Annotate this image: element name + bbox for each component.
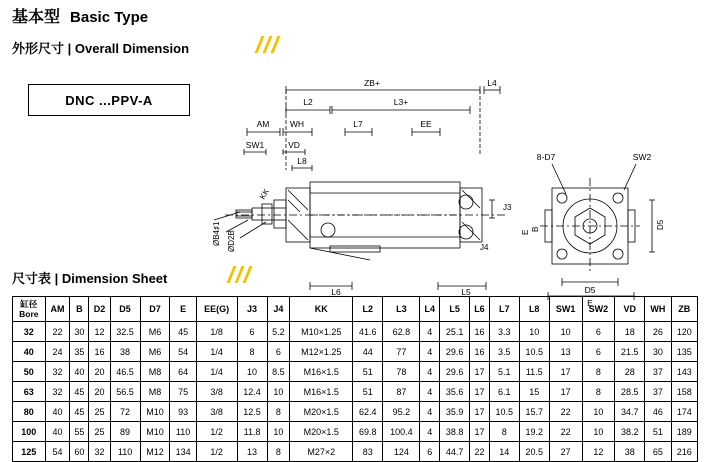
table-cell: 6.1 — [489, 382, 519, 402]
table-cell: 12 — [89, 322, 110, 342]
table-cell: 12.5 — [237, 402, 267, 422]
decorative-slash — [258, 36, 292, 52]
table-cell: 14 — [489, 442, 519, 462]
label-l6: L6 — [331, 287, 341, 297]
table-cell: 54 — [45, 442, 70, 462]
label-sw2: SW2 — [632, 152, 652, 162]
column-header: D2 — [89, 297, 110, 322]
table-cell: 28.5 — [615, 382, 645, 402]
column-header: VD — [615, 297, 645, 322]
model-code-label: DNC ...PPV-A — [65, 92, 153, 108]
table-cell: 3/8 — [196, 382, 237, 402]
page-title-cn: 基本型 — [12, 9, 61, 26]
table-cell: 77 — [383, 342, 420, 362]
table-cell: 51 — [353, 362, 383, 382]
column-header: EE(G) — [196, 297, 237, 322]
table-cell: 174 — [671, 402, 697, 422]
table-cell: 40 — [70, 362, 89, 382]
section-title-dimension — [12, 268, 167, 287]
table-cell: 11.5 — [519, 362, 549, 382]
column-header: D7 — [140, 297, 170, 322]
table-cell: 22 — [470, 442, 490, 462]
table-cell: 134 — [170, 442, 196, 462]
table-cell: 45 — [70, 382, 89, 402]
page-title-en: Basic Type — [70, 9, 149, 26]
table-cell: 10 — [237, 362, 267, 382]
table-cell: 110 — [170, 422, 196, 442]
table-cell: 216 — [671, 442, 697, 462]
table-cell: 10.5 — [489, 402, 519, 422]
label-vd: VD — [288, 140, 300, 150]
label-e-bottom: E — [587, 298, 593, 308]
table-cell: 3.5 — [489, 342, 519, 362]
table-cell: 3/8 — [196, 402, 237, 422]
table-cell: 17 — [470, 422, 490, 442]
table-cell: 5.2 — [267, 322, 290, 342]
table-cell: 4 — [420, 402, 440, 422]
table-cell: 46.5 — [110, 362, 140, 382]
table-cell: 25 — [89, 402, 110, 422]
table-cell: 62.8 — [383, 322, 420, 342]
column-header: SW2 — [582, 297, 615, 322]
table-cell: 65 — [645, 442, 671, 462]
column-header: KK — [290, 297, 353, 322]
table-cell: 16 — [470, 342, 490, 362]
table-cell: 16 — [470, 322, 490, 342]
table-cell: 83 — [353, 442, 383, 462]
column-header: L8 — [519, 297, 549, 322]
table-cell: 8 — [267, 442, 290, 462]
table-cell: M10 — [140, 422, 170, 442]
column-header-bore — [13, 297, 46, 322]
table-cell: 20.5 — [519, 442, 549, 462]
table-cell: 38 — [615, 442, 645, 462]
table-cell: 41.6 — [353, 322, 383, 342]
table-row — [13, 362, 698, 382]
table-row — [13, 382, 698, 402]
section-title-overall — [12, 38, 189, 57]
label-d5-bottom: D5 — [584, 285, 596, 295]
table-cell: 6 — [267, 342, 290, 362]
table-cell: 124 — [383, 442, 420, 462]
label-l5: L5 — [461, 287, 471, 297]
table-row — [13, 342, 698, 362]
table-cell: 3.3 — [489, 322, 519, 342]
cell-bore: 63 — [13, 382, 46, 402]
table-cell: 10 — [267, 422, 290, 442]
table-cell: 95.2 — [383, 402, 420, 422]
table-cell: 8 — [237, 342, 267, 362]
table-cell: 8 — [582, 382, 615, 402]
table-cell: 16 — [89, 342, 110, 362]
label-ee: EE — [420, 119, 432, 129]
column-header: ZB — [671, 297, 697, 322]
label-b8411: ØB4♯1 — [212, 221, 221, 246]
label-d5-right: D5 — [656, 219, 665, 230]
table-cell: 1/2 — [196, 442, 237, 462]
table-cell: 10 — [267, 382, 290, 402]
table-row — [13, 322, 698, 342]
table-body — [13, 322, 698, 462]
table-cell: 17 — [549, 382, 582, 402]
column-header: L5 — [440, 297, 470, 322]
label-j4: J4 — [480, 243, 489, 252]
table-row — [13, 402, 698, 422]
table-cell: 89 — [110, 422, 140, 442]
table-cell: 189 — [671, 422, 697, 442]
table-cell: M20×1.5 — [290, 402, 353, 422]
column-header: L6 — [470, 297, 490, 322]
table-cell: M16×1.5 — [290, 362, 353, 382]
table-cell: 8 — [267, 402, 290, 422]
decorative-slash-2 — [230, 266, 264, 282]
table-cell: 45 — [170, 322, 196, 342]
table-cell: 13 — [237, 442, 267, 462]
table-cell: 17 — [549, 362, 582, 382]
column-header: E — [170, 297, 196, 322]
label-am: AM — [256, 119, 270, 129]
table-cell: 13 — [549, 342, 582, 362]
column-header: D5 — [110, 297, 140, 322]
table-cell: 1/4 — [196, 362, 237, 382]
label-l8: L8 — [297, 156, 307, 166]
table-cell: M27×2 — [290, 442, 353, 462]
table-cell: 29.6 — [440, 342, 470, 362]
table-cell: 44.7 — [440, 442, 470, 462]
table-cell: 72 — [110, 402, 140, 422]
label-b-left: B — [531, 226, 540, 232]
table-cell: 20 — [89, 382, 110, 402]
table-cell: 4 — [420, 362, 440, 382]
table-cell: 35 — [70, 342, 89, 362]
dimension-sheet-table — [12, 296, 698, 462]
table-cell: 10 — [519, 322, 549, 342]
table-cell: 54 — [170, 342, 196, 362]
table-row — [13, 442, 698, 462]
table-row — [13, 422, 698, 442]
section-title-overall-en: | Overall Dimension — [67, 41, 190, 56]
cell-bore: 125 — [13, 442, 46, 462]
table-cell: 22 — [549, 402, 582, 422]
table-cell: 18 — [615, 322, 645, 342]
table-header-row — [13, 297, 698, 322]
table-cell: 22 — [45, 322, 70, 342]
column-header: J4 — [267, 297, 290, 322]
table-cell: 12.4 — [237, 382, 267, 402]
table-cell: 158 — [671, 382, 697, 402]
table-cell: 64 — [170, 362, 196, 382]
table-cell: M12 — [140, 442, 170, 462]
table-cell: M6 — [140, 342, 170, 362]
table-cell: 10 — [582, 422, 615, 442]
table-cell: 10.5 — [519, 342, 549, 362]
cell-bore: 40 — [13, 342, 46, 362]
table-cell: M12×1.25 — [290, 342, 353, 362]
cell-bore: 100 — [13, 422, 46, 442]
table-cell: 27 — [549, 442, 582, 462]
column-header: WH — [645, 297, 671, 322]
table-cell: 11.8 — [237, 422, 267, 442]
column-header: L7 — [489, 297, 519, 322]
table-cell: 4 — [420, 422, 440, 442]
label-8-d7: 8-D7 — [536, 152, 556, 162]
table-cell: 46 — [645, 402, 671, 422]
table-cell: 22 — [549, 422, 582, 442]
label-d2b: ØD2B — [227, 230, 236, 252]
table-cell: 135 — [671, 342, 697, 362]
table-cell: 1/4 — [196, 342, 237, 362]
label-zb: ZB+ — [364, 78, 380, 88]
table-cell: 25 — [89, 422, 110, 442]
section-title-overall-cn: 外形尺寸 — [12, 41, 65, 56]
column-header-bore-en: Bore — [19, 309, 39, 319]
table-cell: 1/2 — [196, 422, 237, 442]
column-header: B — [70, 297, 89, 322]
table-cell: 30 — [645, 342, 671, 362]
table-cell: 62.4 — [353, 402, 383, 422]
column-header: AM — [45, 297, 70, 322]
table-cell: 35.9 — [440, 402, 470, 422]
table-cell: 17 — [470, 362, 490, 382]
table-cell: 40 — [45, 402, 70, 422]
table-cell: 17 — [470, 402, 490, 422]
table-cell: 110 — [110, 442, 140, 462]
table-cell: 29.6 — [440, 362, 470, 382]
page-title — [12, 4, 148, 27]
table-cell: 32.5 — [110, 322, 140, 342]
label-wh: WH — [289, 119, 305, 129]
table-cell: 44 — [353, 342, 383, 362]
table-cell: M10 — [140, 402, 170, 422]
table-cell: 20 — [89, 362, 110, 382]
table-cell: 93 — [170, 402, 196, 422]
table-cell: 100.4 — [383, 422, 420, 442]
label-l2: L2 — [303, 97, 313, 107]
table-cell: 6 — [420, 442, 440, 462]
cell-bore: 32 — [13, 322, 46, 342]
table-cell: 4 — [420, 382, 440, 402]
table-cell: 55 — [70, 422, 89, 442]
cell-bore: 80 — [13, 402, 46, 422]
table-cell: M16×1.5 — [290, 382, 353, 402]
column-header: SW1 — [549, 297, 582, 322]
table-cell: 40 — [45, 422, 70, 442]
table-cell: 8 — [489, 422, 519, 442]
table-cell: 28 — [615, 362, 645, 382]
table-cell: 32 — [89, 442, 110, 462]
section-title-dimension-cn: 尺寸表 — [12, 271, 52, 286]
column-header: J3 — [237, 297, 267, 322]
label-e-left: E — [521, 229, 530, 235]
table-cell: 69.8 — [353, 422, 383, 442]
table-cell: M20×1.5 — [290, 422, 353, 442]
table-cell: 24 — [45, 342, 70, 362]
table-cell: M8 — [140, 382, 170, 402]
label-l3: L3+ — [393, 97, 409, 107]
table-cell: 75 — [170, 382, 196, 402]
table-cell: 60 — [70, 442, 89, 462]
table-cell: 143 — [671, 362, 697, 382]
table-cell: 87 — [383, 382, 420, 402]
table-cell: 45 — [70, 402, 89, 422]
table-cell: 30 — [70, 322, 89, 342]
table-cell: 120 — [671, 322, 697, 342]
column-header: L2 — [353, 297, 383, 322]
table-cell: 56.5 — [110, 382, 140, 402]
table-cell: 25.1 — [440, 322, 470, 342]
table-cell: 37 — [645, 362, 671, 382]
table-cell: 78 — [383, 362, 420, 382]
table-cell: 8.5 — [267, 362, 290, 382]
table-cell: 21.5 — [615, 342, 645, 362]
table-cell: 10 — [549, 322, 582, 342]
table-cell: 32 — [45, 362, 70, 382]
table-cell: 19.2 — [519, 422, 549, 442]
table-cell: 51 — [645, 422, 671, 442]
table-cell: 6 — [237, 322, 267, 342]
table-cell: 38.2 — [615, 422, 645, 442]
column-header: L4 — [420, 297, 440, 322]
table-cell: 1/8 — [196, 322, 237, 342]
table-cell: 32 — [45, 382, 70, 402]
table-cell: 6 — [582, 322, 615, 342]
section-title-dimension-en: | Dimension Sheet — [54, 271, 168, 286]
table-cell: 12 — [582, 442, 615, 462]
column-header: L3 — [383, 297, 420, 322]
table-cell: 26 — [645, 322, 671, 342]
table-cell: 37 — [645, 382, 671, 402]
label-kk: KK — [257, 187, 272, 201]
table-cell: 17 — [470, 382, 490, 402]
label-j3: J3 — [503, 203, 512, 212]
column-header-bore-cn: 缸径 — [20, 299, 38, 309]
table-cell: M10×1.25 — [290, 322, 353, 342]
table-cell: 4 — [420, 342, 440, 362]
table-cell: 38.8 — [440, 422, 470, 442]
table-cell: 15 — [519, 382, 549, 402]
table-cell: M6 — [140, 322, 170, 342]
table-cell: 34.7 — [615, 402, 645, 422]
table-cell: 51 — [353, 382, 383, 402]
cell-bore: 50 — [13, 362, 46, 382]
table-cell: 4 — [420, 322, 440, 342]
table-cell: 6 — [582, 342, 615, 362]
table-cell: 38 — [110, 342, 140, 362]
table-cell: 10 — [582, 402, 615, 422]
label-l7: L7 — [353, 119, 363, 129]
label-sw1: SW1 — [245, 140, 265, 150]
table-cell: 35.6 — [440, 382, 470, 402]
dimension-table — [12, 296, 698, 462]
table-cell: 5.1 — [489, 362, 519, 382]
label-l4: L4 — [487, 78, 497, 88]
table-cell: 15.7 — [519, 402, 549, 422]
table-cell: 8 — [582, 362, 615, 382]
table-cell: M8 — [140, 362, 170, 382]
